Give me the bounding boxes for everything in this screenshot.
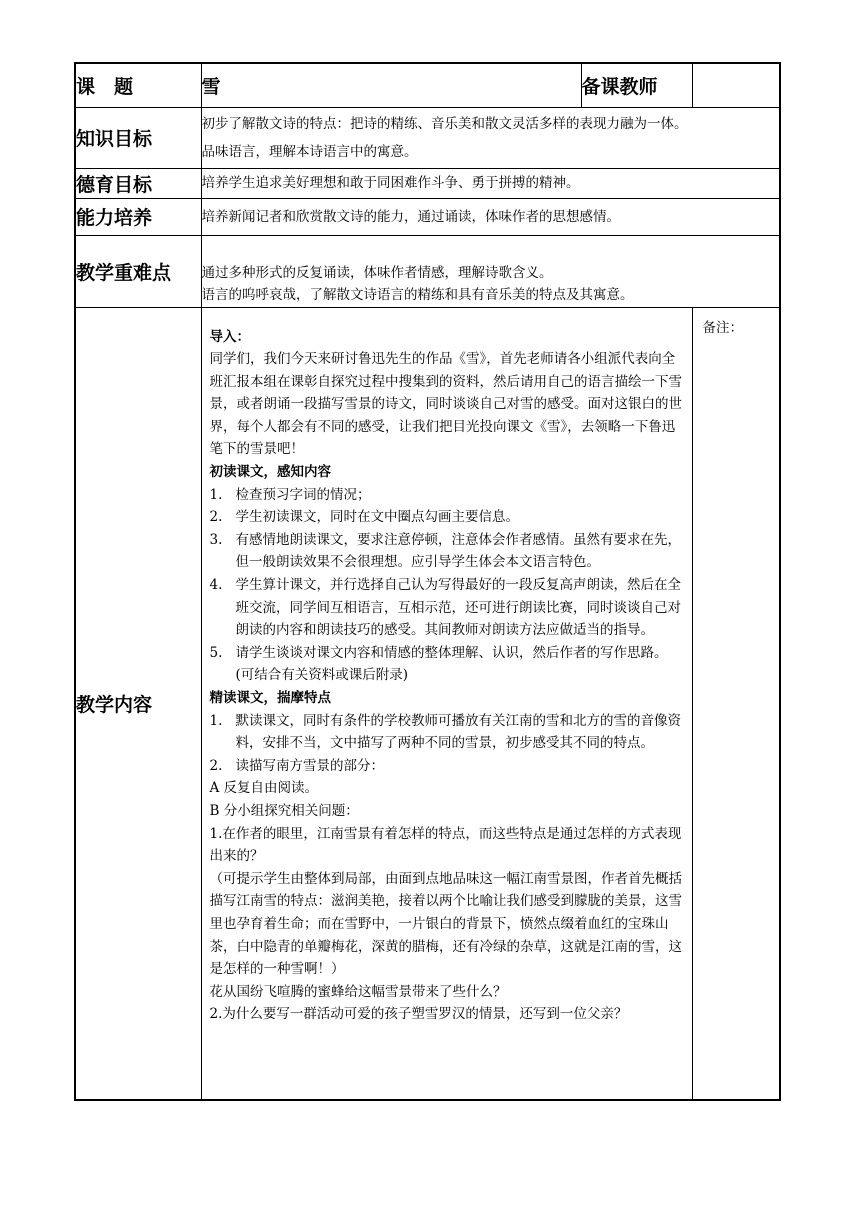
list-item: 1. 默读课文，同时有条件的学校教师可播放有关江南的雪和北方的雪的音像资料，安排不当，文中描写了两种不同的雪景，初步感受其不同的特点。	[209, 712, 681, 752]
key-points-label: 教学重难点	[75, 235, 201, 307]
question-1-note: （可提示学生由整体到局部，由面到点地品味这一幅江南雪景图，作者首先概括描写江南雪的特点：滋润美艳，接着以两个比喻让我们感受到朦胧的美景，这雪里也孕育着生命；而在雪野中，一片银白的背景下，愤然点缀着血红的宝珠山茶，白中隐青的单瓣梅花，深黄的腊梅，还有冷绿的杂草，这就是江南的雪，这是怎样的一种雪啊！）	[209, 870, 682, 978]
topic-value: 雪	[201, 63, 581, 107]
teacher-value	[692, 63, 780, 107]
sub-a: A 反复自由阅读。	[209, 780, 319, 797]
topic-label: 课 题	[75, 63, 201, 107]
list-item: 2. 学生初读课文，同时在文中圈点勾画主要信息。	[209, 509, 519, 526]
lesson-plan-table	[74, 62, 781, 1101]
row-moral	[75, 168, 780, 198]
row-topic	[75, 63, 780, 107]
intro-text: 同学们，我们今天来研讨鲁迅先生的作品《雪》，首先老师请各小组派代表向全班汇报本组在课彰自探究过程中搜集到的资料，然后请用自己的语言描绘一下雪景，或者朗诵一段描写雪景的诗文，同时谈谈自己对雪的感受。面对这银白的世界，每个人都会有不同的感受，让我们把目光投向课文《雪》，去领略一下鲁迅笔下的雪景吧！	[209, 351, 682, 458]
sub-b: B 分小组探究相关问题：	[209, 802, 359, 819]
moral-label: 德育目标	[75, 168, 201, 198]
knowledge-label: 知识目标	[75, 107, 201, 168]
notes-cell	[692, 307, 780, 1100]
row-ability	[75, 198, 780, 235]
list-item: 2. 读描写南方雪景的部分：	[209, 757, 384, 774]
list-item: 3. 有感情地朗读课文，要求注意停顿，注意体会作者感情。虽然有要求在先，但一般朗读效果不会很理想。应引导学生体会本文语言特色。	[209, 531, 681, 571]
row-key-points	[75, 235, 780, 307]
list-item: 5. 请学生谈谈对课文内容和情感的整体理解、认识，然后作者的写作思路。(可结合有关资料或课后附录)	[209, 644, 668, 684]
section2-heading: 精读课文，揣摩特点	[209, 690, 331, 706]
key-points-line-2: 语言的呜呼哀哉，了解散文诗语言的精练和具有音乐美的特点及其寓意。	[201, 286, 634, 303]
teacher-label: 备课教师	[581, 63, 692, 107]
intro-heading: 导入：	[209, 328, 250, 345]
list-item: 1. 检查预习字词的情况；	[209, 486, 371, 503]
notes-label: 备注：	[702, 319, 743, 336]
row-content	[75, 307, 780, 1100]
knowledge-value	[201, 107, 780, 168]
row-knowledge	[75, 107, 780, 168]
question-1-tail: 花从国纷飞喧腾的蜜蜂给这幅雪景带来了些什么？	[209, 983, 507, 1000]
key-points-line-1: 通过多种形式的反复诵读，体味作者情感，理解诗歌含义。	[201, 264, 553, 281]
section1-heading: 初读课文，感知内容	[209, 464, 331, 481]
list-item: 4. 学生算计课文，并行选择自己认为写得最好的一段反复高声朗读，然后在全班交流，同学间互相语言，互相示范，还可进行朗读比赛，同时谈谈自己对朗读的内容和朗读技巧的感受。其间教师对朗读方法应做适当的指导。	[209, 577, 681, 639]
ability-value: 培养新闻记者和欣赏散文诗的能力，通过诵读，体味作者的思想感情。	[201, 198, 780, 235]
key-points-value	[201, 235, 780, 307]
knowledge-line-1: 初步了解散文诗的特点：把诗的精练、音乐美和散文灵活多样的表现力融为一体。	[201, 115, 688, 132]
question-2: 2.为什么要写一群活动可爱的孩子塑雪罗汉的情景，还写到一位父亲？	[209, 1006, 628, 1023]
question-1: 1.在作者的眼里，江南雪景有着怎样的特点，而这些特点是通过怎样的方式表现出来的？	[209, 825, 682, 865]
moral-value: 培养学生追求美好理想和敢于同困难作斗争、勇于拼搏的精神。	[201, 168, 780, 198]
ability-label: 能力培养	[75, 198, 201, 235]
knowledge-line-2: 品味语言，理解本诗语言中的寓意。	[201, 143, 418, 160]
content-label: 教学内容	[75, 307, 201, 1100]
content-body	[201, 307, 692, 1100]
